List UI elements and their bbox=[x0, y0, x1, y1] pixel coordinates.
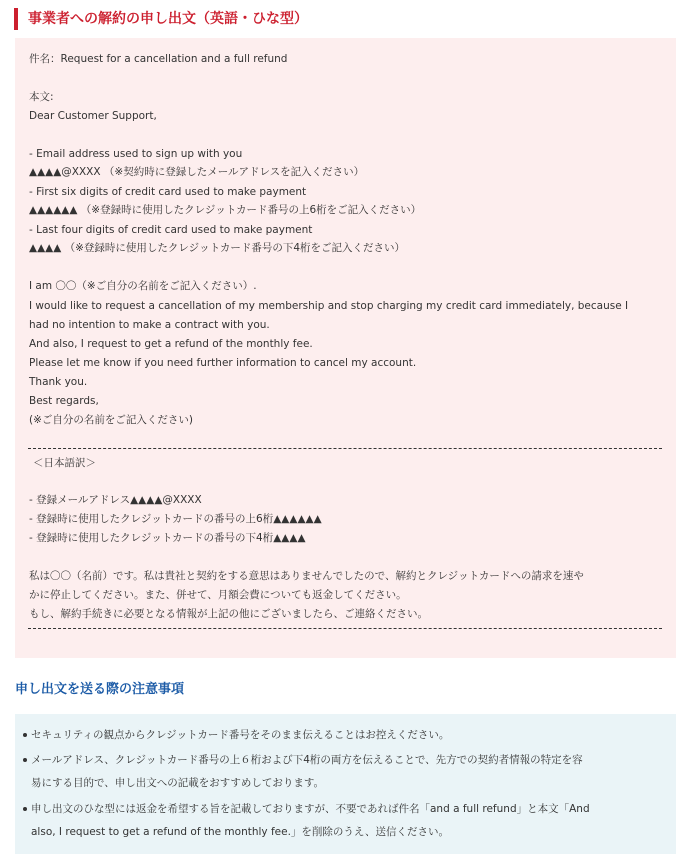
letter-name-note: (※ご自分の名前をご記入ください) bbox=[29, 414, 193, 426]
letter-closing: Best regards, bbox=[29, 395, 99, 407]
page-title: 事業者への解約の申し出文（英語・ひな型） bbox=[14, 8, 308, 30]
notes-item bbox=[31, 753, 583, 767]
letter-paragraph-3: Please let me know if you need further information to cancel my account. bbox=[29, 357, 417, 369]
notes-item-text: 申し出文のひな型には返金を希望する旨を記載しておりますが、不要であれば件名「and a full refund」と本文「And bbox=[31, 803, 590, 815]
notes-title: 申し出文を送る際の注意事項 bbox=[15, 682, 185, 697]
notes-item-text: メールアドレス、クレジットカード番号の上６桁および下4桁の両方を伝えることで、先方での契約者情報の特定を容 bbox=[31, 754, 583, 766]
translation-item-last-digits: - 登録時に使用したクレジットカードの番号の下4桁▲▲▲▲ bbox=[29, 532, 306, 544]
letter-item-first-digits-note: ▲▲▲▲▲▲ （※登録時に使用したクレジットカード番号の上6桁をご記入ください） bbox=[29, 204, 422, 216]
bullet-icon bbox=[23, 758, 27, 762]
letter-template-box bbox=[15, 38, 676, 658]
letter-item-last-digits: - Last four digits of credit card used to make payment bbox=[29, 224, 313, 236]
letter-intro: I am 〇〇（※ご自分の名前をご記入ください）. bbox=[29, 280, 257, 292]
divider-dashed bbox=[28, 628, 662, 629]
letter-subject: 件名：Request for a cancellation and a full refund bbox=[29, 53, 288, 65]
letter-body-label: 本文: bbox=[29, 91, 54, 103]
notes-box bbox=[15, 714, 676, 854]
bullet-icon bbox=[23, 807, 27, 811]
translation-item-email: - 登録メールアドレス▲▲▲▲@XXXX bbox=[29, 494, 202, 506]
notes-item bbox=[31, 728, 449, 742]
letter-item-email: - Email address used to sign up with you bbox=[29, 148, 243, 160]
translation-label: ＜日本語訳＞ bbox=[33, 457, 96, 469]
letter-item-first-digits: - First six digits of credit card used to make payment bbox=[29, 186, 307, 198]
letter-item-last-digits-note: ▲▲▲▲ （※登録時に使用したクレジットカード番号の下4桁をご記入ください） bbox=[29, 242, 406, 254]
letter-paragraph-1-line-1: I would like to request a cancellation of my membership and stop charging my credit card immediately, because I bbox=[29, 300, 629, 312]
letter-paragraph-2: And also, I request to get a refund of the monthly fee. bbox=[29, 338, 313, 350]
notes-item-continuation: 易にする目的で、申し出文への記載をおすすめしております。 bbox=[31, 777, 325, 789]
notes-item bbox=[31, 802, 590, 816]
translation-text-line-2: かに停止してください。また、併せて、月額会費についても返金してください。 bbox=[29, 589, 407, 601]
letter-item-email-note: ▲▲▲▲@XXXX （※契約時に登録したメールアドレスを記入ください） bbox=[29, 166, 365, 178]
letter-thanks: Thank you. bbox=[29, 376, 88, 388]
translation-text-line-1: 私は〇〇（名前）です。私は貴社と契約をする意思はありませんでしたので、解約とクレジットカードへの請求を速や bbox=[29, 570, 584, 582]
letter-salutation: Dear Customer Support, bbox=[29, 110, 157, 122]
bullet-icon bbox=[23, 733, 27, 737]
notes-item-continuation: also, I request to get a refund of the monthly fee.」を削除のうえ、送信ください。 bbox=[31, 826, 450, 838]
translation-item-first-digits: - 登録時に使用したクレジットカードの番号の上6桁▲▲▲▲▲▲ bbox=[29, 513, 322, 525]
translation-text-line-3: もし、解約手続きに必要となる情報が上記の他にございましたら、ご連絡ください。 bbox=[29, 608, 428, 620]
divider-dashed bbox=[28, 448, 662, 449]
letter-paragraph-1-line-2: had no intention to make a contract with you. bbox=[29, 319, 270, 331]
notes-item-text: セキュリティの観点からクレジットカード番号をそのまま伝えることはお控えください。 bbox=[31, 729, 450, 741]
